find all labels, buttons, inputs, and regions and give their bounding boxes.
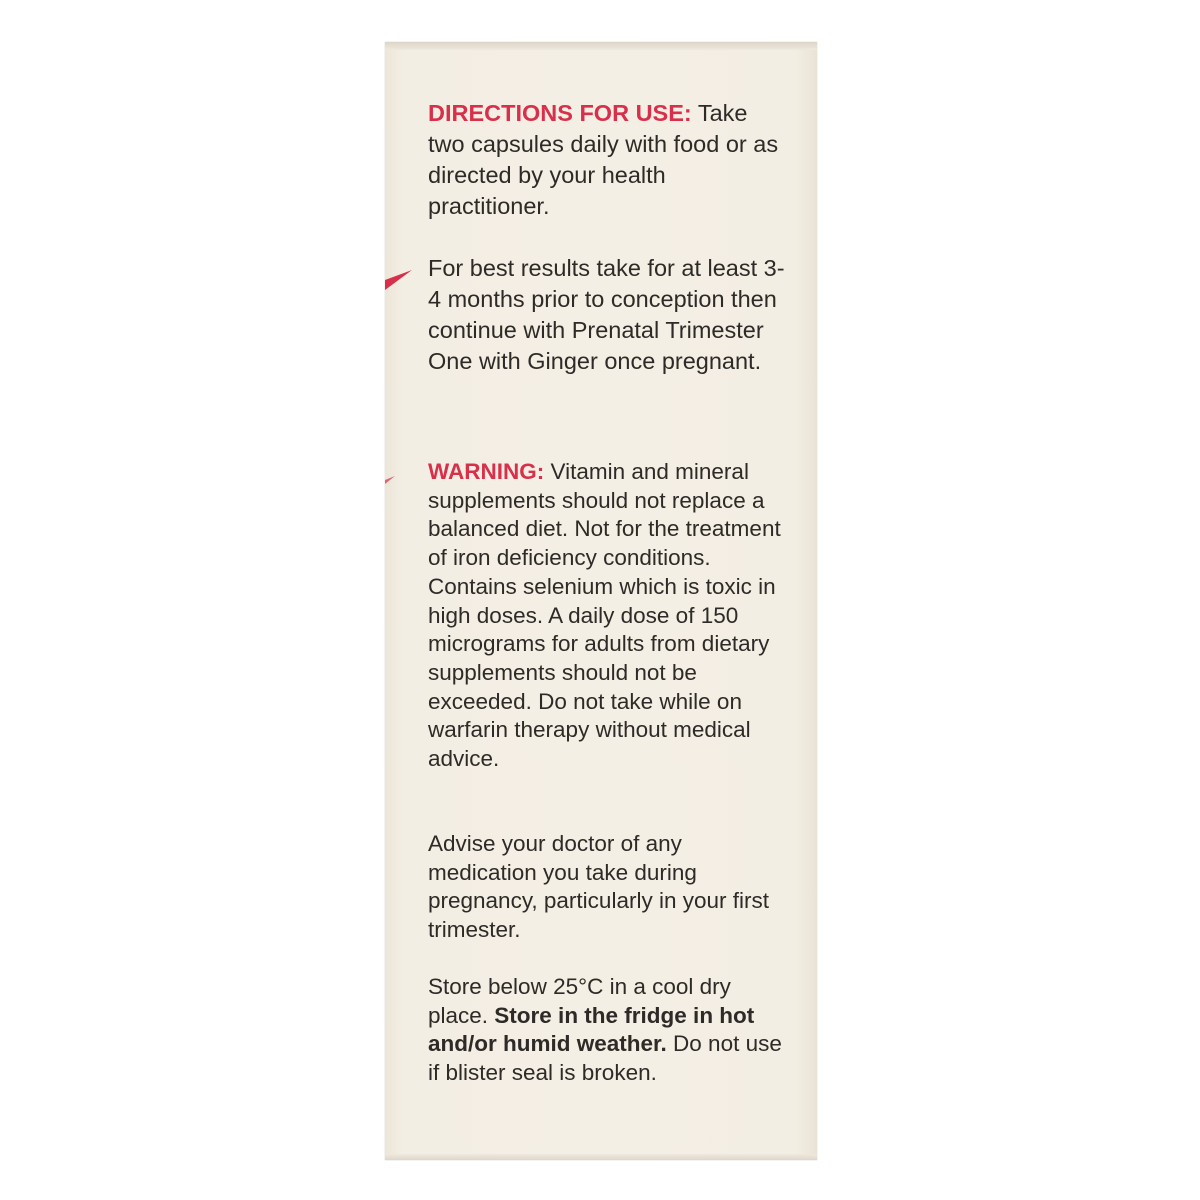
warning-heading: WARNING: <box>428 459 545 484</box>
advise-block <box>428 830 788 945</box>
directions-paragraph <box>428 98 788 222</box>
advise-text: Advise your doctor of any medication you take during pregnancy, particularly in your first trimester. <box>428 831 769 943</box>
directions-text: Take two capsules daily with food or as directed by your health practitioner. <box>428 100 779 219</box>
storage-bold-text: Store in the fridge in hot and/or humid weather. <box>428 1002 755 1057</box>
box-bottom-edge <box>385 1154 817 1160</box>
storage-text-before: Store below 25°C in a cool dry place. <box>428 974 731 1028</box>
box-side-panel <box>385 42 817 1160</box>
red-swoosh-graphic <box>385 42 425 1160</box>
warning-paragraph <box>428 458 788 774</box>
directions-heading: DIRECTIONS FOR USE: <box>428 100 692 126</box>
storage-block <box>428 973 788 1088</box>
best-results-text: For best results take for at least 3-4 months prior to conception then continue with Prenatal Trimester One with Ginger once pregnant. <box>428 255 785 374</box>
warning-text: Vitamin and mineral supplements should not replace a balanced diet. Not for the treatment of iron deficiency conditions. Contains selenium which is toxic in high doses. A daily dose of 150 micrograms for adults from dietary supplements should not be exceeded. Do not take while on warfarin therapy without medical advice. <box>428 459 781 772</box>
directions-block <box>428 98 788 222</box>
best-results-block <box>428 253 788 377</box>
box-top-edge <box>385 42 817 50</box>
storage-text-after: Do not use if blister seal is broken. <box>428 1031 782 1086</box>
warning-block <box>428 458 788 774</box>
storage-paragraph <box>428 973 788 1088</box>
